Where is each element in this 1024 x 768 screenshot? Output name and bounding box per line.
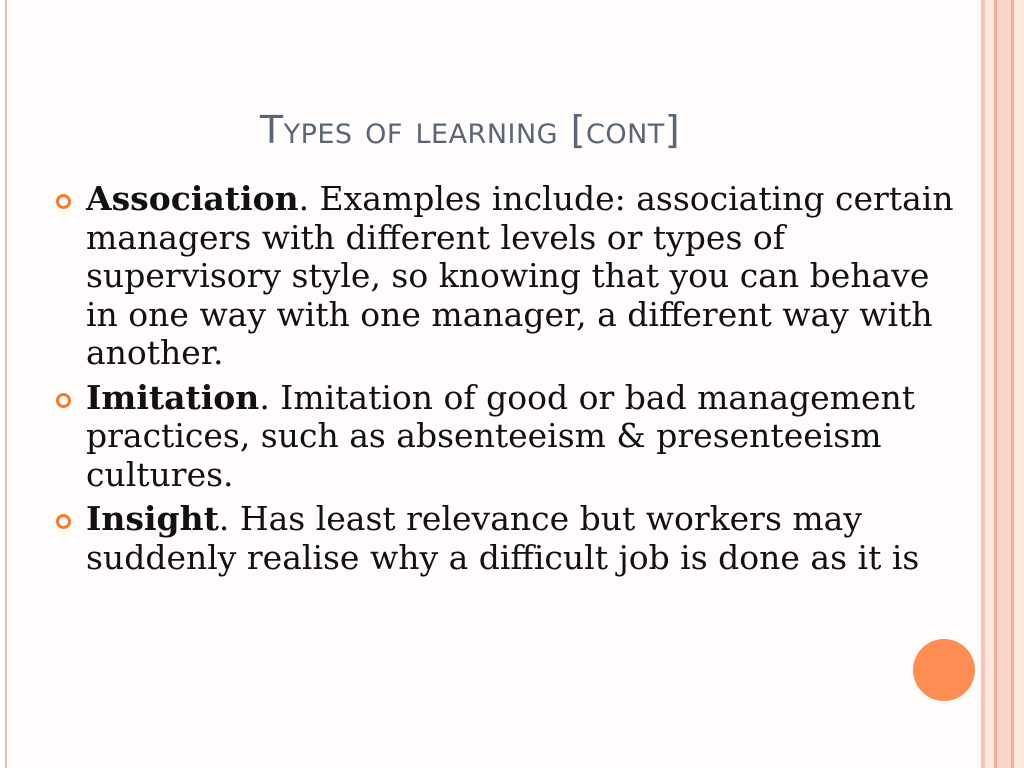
ring-bullet-icon [56,393,71,408]
right-decorative-band [1014,0,1024,768]
bullet-item-association [56,180,966,373]
bullet-list [56,180,966,583]
right-decorative-band [997,0,1011,768]
bullet-item-imitation [56,379,966,495]
slide-title: Types of learning [cont] [259,108,681,152]
bullet-term: Insight [86,499,219,538]
bullet-text: . Examples include: associating certain managers with different levels or types of supervisory style, so knowing that you can behave in one way with one manager, a different way with another. [86,179,954,372]
bullet-term: Association [86,179,299,218]
right-decorative-band [985,0,994,768]
bullet-text: . Imitation of good or bad management practices, such as absenteeism & presenteeism cultures. [86,377,916,494]
ring-bullet-icon [56,514,71,529]
ring-bullet-icon [56,194,71,209]
bullet-item-insight [56,500,966,577]
bullet-term: Imitation [86,377,260,417]
bullet-text: . Has least relevance but workers may suddenly realise why a difficult job is done as it is [86,499,920,577]
decorative-circle [913,639,975,701]
